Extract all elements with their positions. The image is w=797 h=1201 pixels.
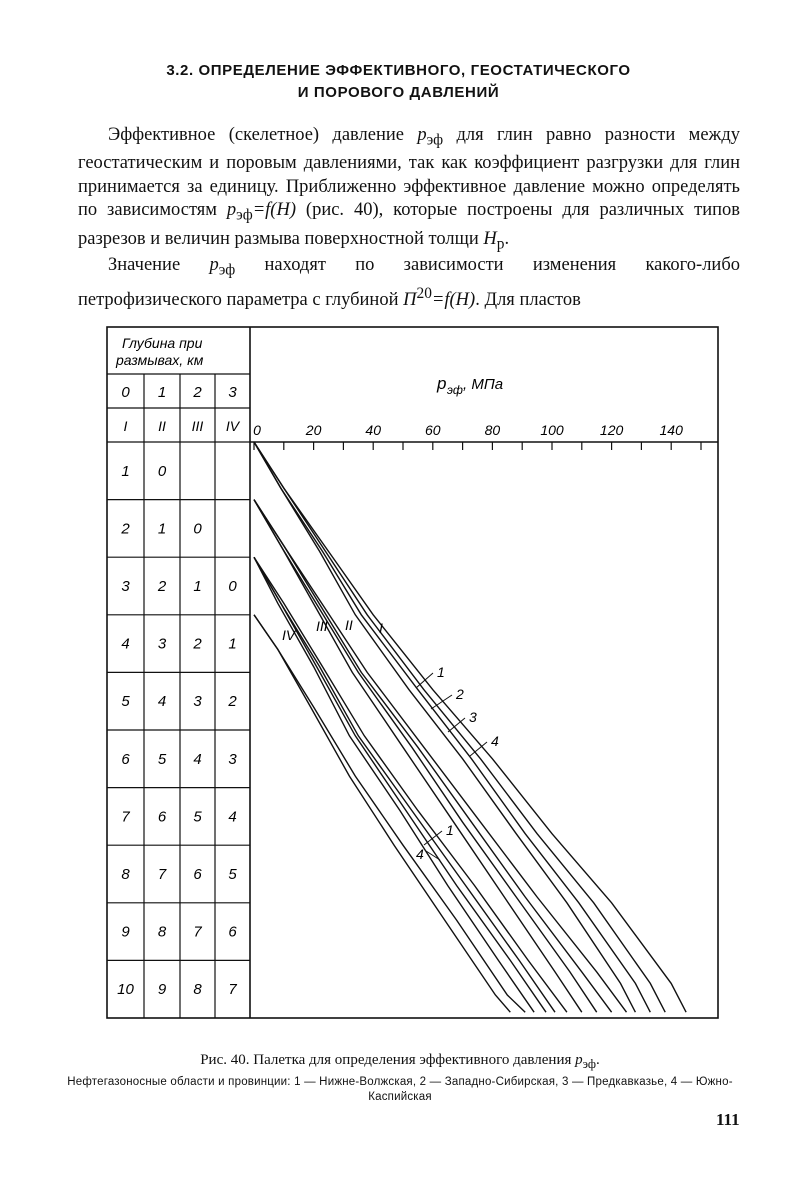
depth-cell: 3 [228, 750, 237, 768]
p1-text-d: . [504, 228, 510, 249]
section-type-label: III [191, 418, 204, 434]
x-tick-label: 20 [305, 422, 322, 438]
series-label-II: II [345, 617, 353, 633]
x-tick-label: 140 [659, 422, 683, 438]
series-label-IV: IV [282, 627, 296, 643]
p1-formula-p: p [226, 200, 237, 221]
p2-var-p: p [209, 255, 219, 275]
caption-var-sub: эф [582, 1057, 597, 1071]
depth-cell: 2 [228, 693, 237, 711]
p1-var-h: H [483, 228, 497, 249]
curve-label: 1 [437, 664, 445, 680]
curve-label: 4 [416, 846, 424, 862]
depth-cell: 1 [121, 462, 130, 480]
depth-cell: 4 [157, 693, 167, 711]
p1-formula-rest: =f(H) [252, 200, 296, 221]
depth-cell: 3 [193, 693, 202, 711]
p2-text-c: . Для пластов [475, 290, 581, 311]
table-header-line2: размывах, км [116, 352, 204, 368]
curve-III-2 [254, 557, 555, 1012]
curve-IV-4 [254, 615, 510, 1012]
p1-text-b: для глин равно разности между геостатическим и поровым давлениями, так как коэффициент разгрузки для глин принимается за единицу. Приближенно эффективное давление можно определять по зависимостям [78, 125, 740, 221]
p2-formula-sup: 20 [416, 285, 432, 303]
p1-text-c: (рис. 40), которые построены для различных типов разрезов и величин размыва поверхностной толщи [78, 200, 740, 249]
depth-cell: 0 [228, 578, 237, 595]
x-tick-label: 80 [484, 422, 501, 438]
depth-cell: 3 [157, 635, 167, 653]
depth-cell: 7 [228, 981, 237, 999]
erosion-column-label: 2 [193, 384, 202, 401]
curve-label: 2 [456, 686, 464, 702]
depth-cell: 4 [121, 635, 130, 653]
curve-I-3 [254, 442, 650, 1012]
depth-cell: 7 [193, 923, 202, 941]
p2-formula-rest: =f(H) [431, 290, 476, 311]
p1-var-sub: эф [426, 131, 444, 149]
paragraph-1 [78, 124, 740, 256]
erosion-column-label: 0 [121, 384, 130, 401]
page-number: 111 [716, 1110, 740, 1129]
section-type-label: IV [225, 418, 240, 434]
section-type-label: II [158, 418, 166, 434]
pressure-curves [254, 442, 686, 1012]
x-tick-label: 60 [425, 422, 441, 438]
curve-IV-1 [254, 615, 525, 1012]
depth-cell: 6 [121, 750, 130, 768]
axis-title-sub: эф [447, 383, 463, 397]
p1-var-p: p [417, 125, 427, 145]
curve-II-3 [254, 500, 597, 1013]
section-title-line1: 3.2. ОПРЕДЕЛЕНИЕ ЭФФЕКТИВНОГО, ГЕОСТАТИЧЕСКОГО [166, 62, 631, 79]
table-header-line1: Глубина при [122, 335, 203, 351]
curve-label: 4 [491, 733, 499, 749]
p2-text-a: Значение [108, 255, 210, 275]
curve-I-2 [254, 442, 665, 1012]
erosion-column-label: 3 [228, 384, 237, 401]
x-tick-label: 40 [365, 422, 381, 438]
series-label-I: I [379, 620, 383, 636]
curve-II-1 [254, 500, 627, 1013]
curve-I-1 [254, 442, 686, 1012]
depth-cell: 10 [117, 981, 134, 999]
p2-formula-p: П [403, 290, 417, 311]
p2-text-b: находят по зависимости изменения какого-либо петрофизического параметра с глубиной [78, 255, 740, 311]
palette-figure [0, 320, 797, 1030]
p1-var-h-sub: р [496, 235, 505, 253]
depth-cell: 8 [157, 923, 167, 941]
section-title-line2: И ПОРОВОГО ДАВЛЕНИЙ [297, 84, 500, 101]
depth-cell: 7 [157, 866, 167, 883]
depth-cell: 2 [157, 578, 167, 595]
curve-label: 3 [469, 709, 477, 725]
x-tick-label: 0 [253, 422, 261, 438]
depth-cell: 2 [121, 520, 130, 538]
pressure-axis [253, 374, 701, 450]
series-label-III: III [316, 618, 328, 634]
depth-cell: 5 [157, 750, 167, 768]
depth-cell: 1 [157, 520, 167, 538]
depth-cell: 4 [228, 808, 237, 826]
caption-text-b: . [596, 1052, 600, 1068]
p2-var-sub: эф [218, 261, 236, 279]
paragraph-2 [78, 254, 740, 313]
depth-cell: 0 [157, 462, 167, 480]
curve-label: 1 [446, 822, 454, 838]
depth-cell: 6 [228, 923, 237, 941]
depth-cell: 9 [157, 981, 167, 999]
depth-cell: 3 [121, 578, 130, 595]
curve-III-1 [254, 557, 567, 1012]
p1-text-a: Эффективное (скелетное) давление [108, 125, 418, 145]
depth-cell: 6 [157, 808, 167, 826]
p1-formula-sub: эф [236, 207, 253, 225]
section-type-label: I [123, 418, 128, 434]
depth-cell: 8 [193, 981, 202, 999]
depth-cell: 1 [193, 578, 202, 595]
depth-cell: 6 [193, 866, 202, 883]
depth-cell: 0 [193, 520, 202, 538]
depth-cell: 5 [228, 866, 237, 883]
depth-cell: 9 [121, 923, 130, 941]
figure-caption-legend: Нефтегазоносные области и провинции: 1 — Нижне-Волжская, 2 — Западно-Сибирская, 3 — Предкавказье, 4 — Южно-Каспийская [67, 1076, 733, 1103]
erosion-column-label: 1 [157, 384, 167, 401]
caption-var-p: p [575, 1052, 583, 1068]
depth-cell: 7 [121, 808, 130, 826]
curve-II-2 [254, 500, 612, 1013]
depth-cell: 4 [193, 750, 202, 768]
axis-title-p: p [437, 374, 447, 393]
depth-table [107, 335, 250, 1018]
x-tick-label: 100 [540, 422, 564, 438]
depth-cell: 1 [228, 635, 237, 653]
depth-cell: 8 [121, 866, 130, 883]
axis-title-unit: , МПа [463, 376, 504, 393]
figure-caption [60, 1052, 740, 1072]
x-tick-label: 120 [599, 422, 624, 438]
depth-cell: 2 [193, 635, 202, 653]
depth-cell: 5 [121, 693, 130, 711]
depth-cell: 5 [193, 808, 202, 826]
caption-text-a: Рис. 40. Палетка для определения эффективного давления [200, 1052, 576, 1068]
